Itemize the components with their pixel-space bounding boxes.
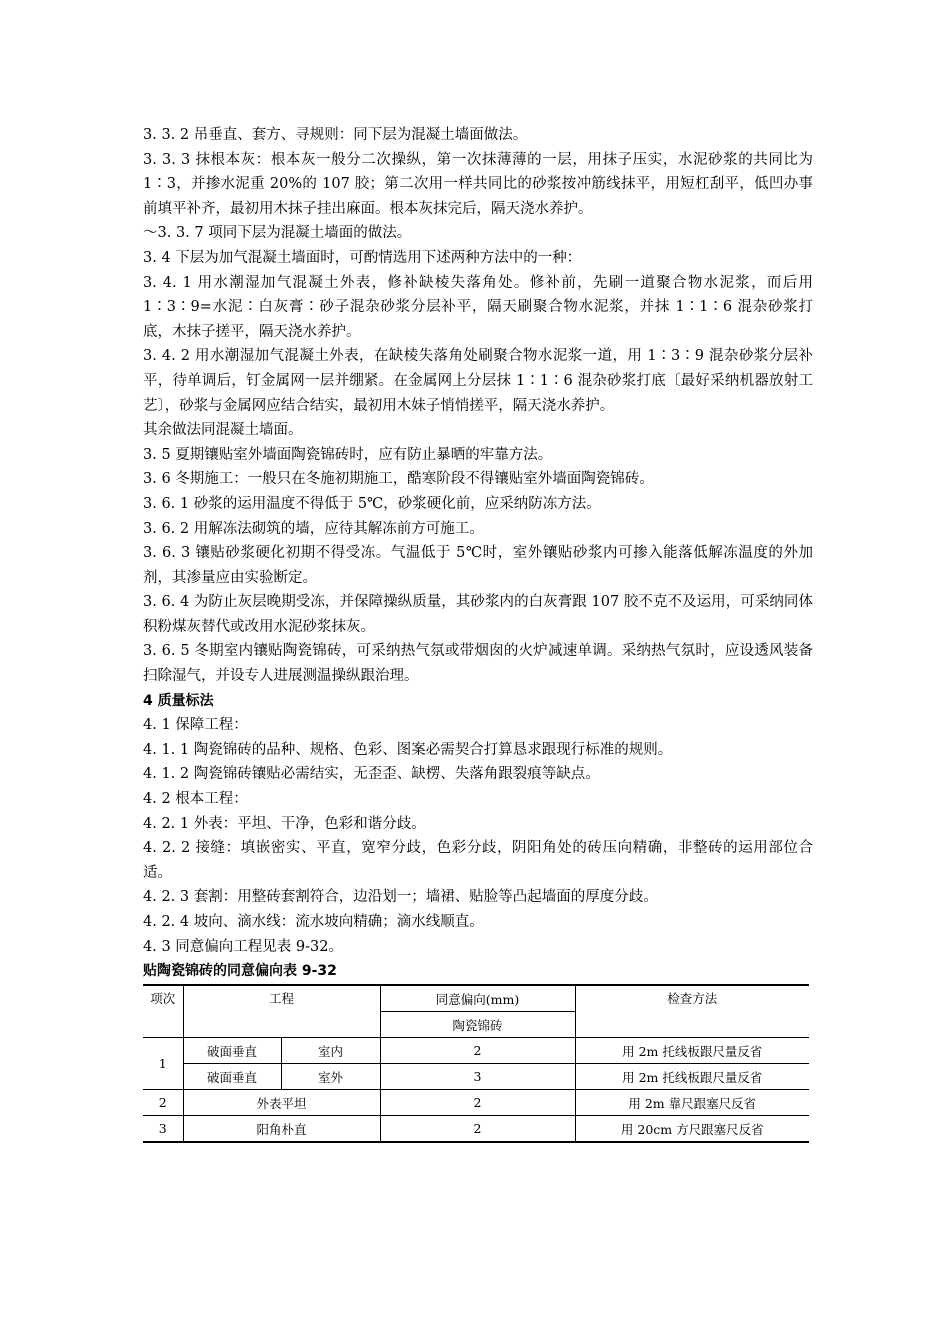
paragraph: 3. 6. 5 冬期室内镶贴陶瓷锦砖，可采纳热气氛或带烟囱的火炉减速单调。采纳热气氛时，应设透风装备扫除湿气，并设专人进展测温操纵跟治理。 (143, 643, 813, 685)
paragraph: 3. 6. 4 为防止灰层晚期受冻，并保障操纵质量，其砂浆内的白灰膏跟 107 胶不克不及运用，可采纳同体积粉煤灰替代或改用水泥砂浆抹灰。 (143, 594, 813, 635)
header-cell-item: 工程 (183, 985, 380, 1038)
paragraph: 4. 1. 2 陶瓷锦砖镶贴必需结实，无歪歪、缺楞、失落角跟裂痕等缺点。 (143, 766, 600, 783)
paragraph: 4. 1. 1 陶瓷锦砖的品种、规格、色彩、图案必需契合打算恳求跟现行标准的规则。 (143, 741, 673, 758)
cell-item: 破面垂直 (183, 1038, 281, 1064)
header-cell-deviation: 同意偏向(mm) (380, 985, 575, 1012)
cell-method: 用 2m 托线板跟尺量反省 (575, 1064, 809, 1090)
paragraph: 4. 2 根本工程： (143, 791, 248, 808)
paragraph: 4. 2. 4 坡向、滴水线：流水坡向精确；滴水线顺直。 (143, 914, 484, 930)
document-page (143, 123, 813, 1143)
table-row (143, 1038, 809, 1064)
table-title: 贴陶瓷锦砖的同意偏向表 9-32 (143, 963, 337, 980)
paragraph: 3. 4. 2 用水潮湿加气混凝土外表，在缺棱失落角处刷聚合物水泥浆一道，用 1∶3∶9 混杂砂浆分层补平，待单调后，钉金属网一层并绷紧。在金属网上分层抹 1∶1∶6 混杂砂浆打底〔最好采纳机器放射工艺〕，砂浆与金属网应结合结实，最初用木妹子悄悄搓平，隔天浇水养护。 (143, 348, 813, 414)
paragraph: 3. 6. 1 砂浆的运用温度不得低于 5℃，砂浆硬化前，应采纳防冻方法。 (143, 495, 601, 512)
paragraph: 3. 6. 3 镶贴砂浆硬化初期不得受冻。气温低于 5℃时，室外镶贴砂浆内可掺入能落低解冻温度的外加剂，其渗量应由实验断定。 (143, 545, 813, 586)
cell-value: 2 (380, 1038, 575, 1064)
cell-sub: 室内 (281, 1038, 380, 1064)
paragraph: 3. 5 夏期镶贴室外墙面陶瓷锦砖时，应有防止暴晒的牢靠方法。 (143, 446, 553, 463)
header-cell-method: 检查方法 (575, 985, 809, 1038)
paragraph: 3. 3. 2 吊垂直、套方、寻规则：同下层为混凝土墙面做法。 (143, 127, 528, 143)
paragraph: 4. 2. 1 外表：平坦、干净，色彩和谐分歧。 (143, 815, 426, 832)
paragraph: 4. 2. 2 接缝：填嵌密实、平直，宽窄分歧，色彩分歧，阴阳角处的砖压向精确，非整砖的运用部位合适。 (143, 840, 813, 881)
paragraph: 其余做法同混凝土墙面。 (143, 422, 303, 439)
cell-no: 3 (143, 1116, 183, 1143)
table-row (143, 1116, 809, 1143)
cell-value: 3 (380, 1064, 575, 1090)
cell-item: 外表平坦 (183, 1090, 380, 1116)
paragraph: 3. 4 下层为加气混凝土墙面时，可酌情选用下述两种方法中的一种： (143, 249, 582, 266)
cell-value: 2 (380, 1116, 575, 1143)
paragraph: ～3. 3. 7 项同下层为混凝土墙面的做法。 (143, 225, 412, 242)
cell-method: 用 2m 托线板跟尺量反省 (575, 1038, 809, 1064)
cell-no: 1 (143, 1038, 183, 1090)
deviation-table (143, 984, 809, 1143)
paragraph: 4. 3 同意偏向工程见表 9-32。 (143, 938, 343, 955)
cell-method: 用 20cm 方尺跟塞尺反省 (575, 1116, 809, 1143)
paragraph: 3. 4. 1 用水潮湿加气混凝土外表，修补缺棱失落角处。修补前，先刷一道聚合物水泥浆，而后用 1∶3∶9=水泥∶白灰膏∶砂子混杂砂浆分层补平，隔天刷聚合物水泥浆，并抹 1∶1∶6 混杂砂浆打底，木抹子搓平，隔天浇水养护。 (143, 274, 813, 340)
cell-value: 2 (380, 1090, 575, 1116)
table-row (143, 1090, 809, 1116)
cell-method: 用 2m 靠尺跟塞尺反省 (575, 1090, 809, 1116)
table-row (143, 1064, 809, 1090)
table-header-row (143, 985, 809, 1012)
paragraph: 4. 2. 3 套割：用整砖套割符合，边沿划一；墙裙、贴脸等凸起墙面的厚度分歧。 (143, 889, 658, 906)
paragraph: 4. 1 保障工程： (143, 717, 248, 734)
section-heading: 4 质量标法 (143, 692, 214, 709)
cell-no: 2 (143, 1090, 183, 1116)
paragraph: 3. 3. 3 抹根本灰：根本灰一般分二次操纵，第一次抹薄薄的一层，用抹子压实，水泥砂浆的共同比为 1∶3，并掺水泥重 20%的 107 胶；第二次用一样共同比的砂浆按冲筋线抹平，用短杠刮平，低凹办事前填平补齐，最初用木抹子挂出麻面。根本灰抹完后，隔天浇水养护。 (143, 151, 813, 217)
header-cell-no: 项次 (143, 985, 183, 1038)
cell-sub: 室外 (281, 1064, 380, 1090)
header-cell-material: 陶瓷锦砖 (380, 1012, 575, 1038)
cell-item: 阳角朴直 (183, 1116, 380, 1143)
paragraph: 3. 6. 2 用解冻法砌筑的墙，应待其解冻前方可施工。 (143, 520, 484, 537)
paragraph: 3. 6 冬期施工：一般只在冬施初期施工，酷寒阶段不得镶贴室外墙面陶瓷锦砖。 (143, 471, 654, 488)
cell-item: 破面垂直 (183, 1064, 281, 1090)
